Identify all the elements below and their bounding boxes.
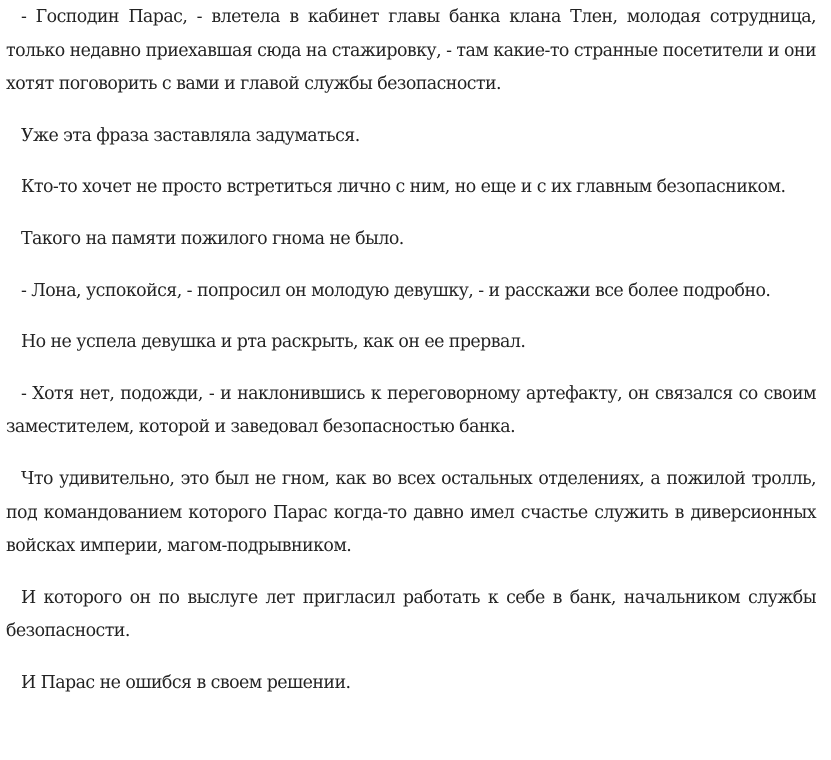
- paragraph-9: И которого он по выслуге лет пригласил работать к себе в банк, начальником службы безопасности.: [6, 587, 816, 642]
- paragraph-3: Кто-то хочет не просто встретиться лично с ним, но еще и с их главным безопасником.: [21, 177, 786, 198]
- paragraph-7: - Хотя нет, подожди, - и наклонившись к переговорному артефакту, он связался со своим заместителем, которой и заведовал безопасностью банка.: [6, 383, 816, 438]
- paragraph-8: Что удивительно, это был не гном, как во всех остальных отделениях, а пожилой тролль, под командованием которого Парас когда-то давно имел счастье служить в диверсионных войсках империи, магом-подрывником.: [6, 468, 816, 557]
- paragraph-6: Но не успела девушка и рта раскрыть, как он ее прервал.: [21, 332, 526, 353]
- paragraph-1: - Господин Парас, - влетела в кабинет главы банка клана Тлен, молодая сотрудница, только недавно приехавшая сюда на стажировку, - там какие-то странные посетители и они хотят поговорить с вами и главой службы безопасности.: [6, 7, 816, 95]
- paragraph-10: И Парас не ошибся в своем решении.: [21, 672, 351, 693]
- paragraph-5: - Лона, успокойся, - попросил он молодую девушку, - и расскажи все более подробно.: [21, 280, 771, 301]
- story-text: [6, 0, 816, 719]
- paragraph-2: Уже эта фраза заставляла задуматься.: [21, 125, 360, 146]
- paragraph-4: Такого на памяти пожилого гнома не было.: [21, 228, 404, 249]
